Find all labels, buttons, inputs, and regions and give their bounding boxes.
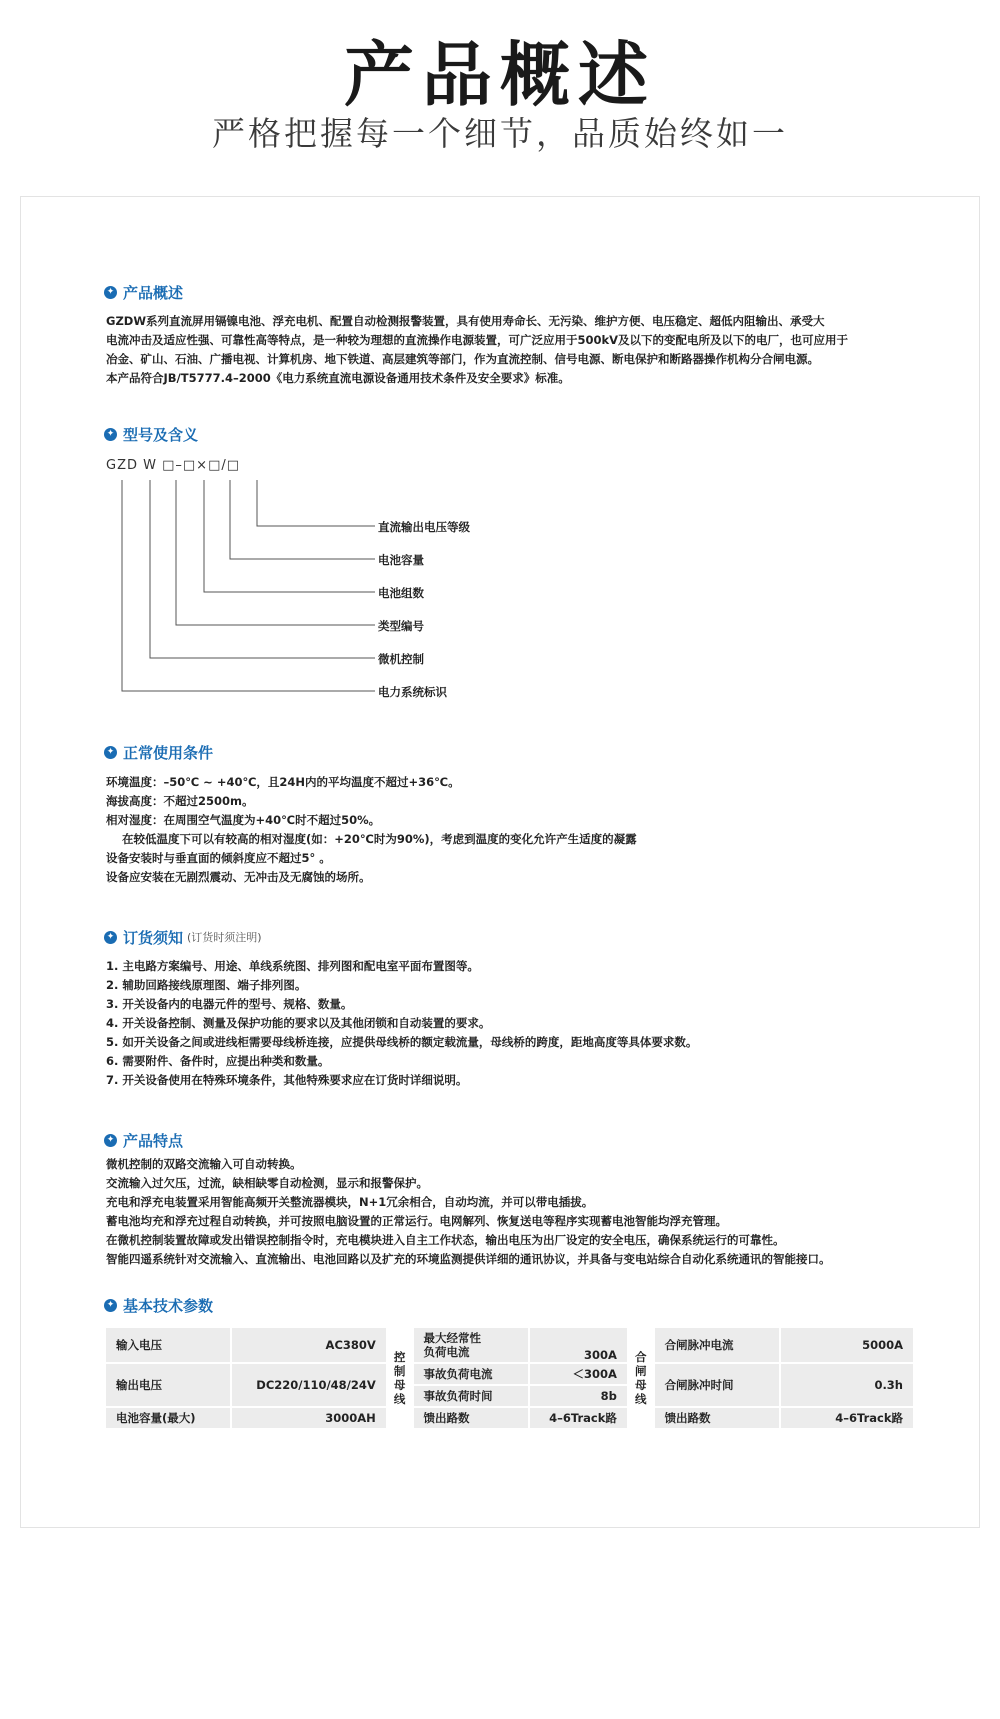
param-label: 输出电压: [105, 1363, 231, 1407]
page-title: 产品概述: [344, 34, 656, 116]
overview-line: 冶金、矿山、石油、广播电视、计算机房、地下铁道、高层建筑等部门，作为直流控制、信号电源、断电保护和断路器操作机构分合闸电源。: [106, 352, 819, 366]
star-icon: ✦: [104, 1299, 117, 1312]
page-subtitle: 严格把握每一个细节，品质始终如一: [212, 114, 788, 153]
features-line: 蓄电池均充和浮充过程自动转换，并可按照电脑设置的正常运行。电网解列、恢复送电等程序实现蓄电池智能均浮充管理。: [106, 1214, 727, 1228]
param-value: 5000A: [780, 1327, 914, 1363]
param-value: 300A: [529, 1327, 628, 1363]
overview-line: 本产品符合JB/T5777.4–2000《电力系统直流电源设备通用技术条件及安全要求》标准。: [106, 371, 570, 385]
param-value: AC380V: [231, 1327, 386, 1363]
param-value: 0.3h: [780, 1363, 914, 1407]
section-title: 产品特点: [123, 1131, 184, 1150]
param-value: 3000AH: [231, 1407, 386, 1429]
legend-label: 直流输出电压等级: [378, 520, 470, 534]
overview-text: [106, 312, 914, 388]
ordering-line: 3. 开关设备内的电器元件的型号、规格、数量。: [106, 997, 353, 1011]
param-value: 8b: [529, 1385, 628, 1407]
overview-line: GZDW系列直流屏用镉镍电池、浮充电机、配置自动检测报警装置，具有使用寿命长、无污染、维护方便、电压稳定、超低内阻输出、承受大: [106, 314, 825, 328]
param-value: 4–6Track路: [529, 1407, 628, 1429]
section-heading-ordering: [104, 925, 262, 949]
model-code: GZD W □–□×□/□: [106, 458, 241, 473]
param-value: DC220/110/48/24V: [231, 1363, 386, 1407]
features-line: 微机控制的双路交流输入可自动转换。: [106, 1157, 302, 1171]
conditions-text: [106, 773, 914, 887]
features-line: 在微机控制装置故障或发出错误控制指令时，充电模块进入自主工作状态，输出电压为出厂设定的安全电压，确保系统运行的可靠性。: [106, 1233, 785, 1247]
overview-line: 电流冲击及适应性强、可靠性高等特点，是一种较为理想的直流操作电源装置，可广泛应用于500kV及以下的变配电所及以下的电厂，也可应用于: [106, 333, 849, 347]
section-heading-overview: [104, 280, 183, 304]
legend-label: 电池容量: [378, 553, 424, 567]
section-heading-model: [104, 422, 198, 446]
features-line: 交流输入过欠压，过流，缺相缺零自动检测，显示和报警保护。: [106, 1176, 428, 1190]
model-legend-diagram: [100, 470, 400, 700]
group-label-control-bus: 控 制 母 线: [387, 1327, 413, 1429]
star-icon: ✦: [104, 1134, 117, 1147]
param-label: 电池容量(最大): [105, 1407, 231, 1429]
conditions-line: 环境温度：–50℃ ~ +40℃，且24H内的平均温度不超过+36℃。: [106, 775, 460, 789]
leader-line: [150, 480, 375, 658]
conditions-line: 设备安装时与垂直面的倾斜度应不超过5° 。: [106, 851, 331, 865]
star-icon: ✦: [104, 746, 117, 759]
group-label-closing-bus: 合 闸 母 线: [628, 1327, 654, 1429]
features-text: [106, 1155, 914, 1269]
section-title: 正常使用条件: [123, 743, 214, 762]
table-row: [105, 1363, 914, 1385]
legend-label: 电池组数: [378, 586, 424, 600]
section-title: 产品概述: [123, 283, 184, 302]
ordering-line: 5. 如开关设备之间或进线柜需要母线桥连接，应提供母线桥的额定载流量，母线桥的跨度，距地高度等具体要求数。: [106, 1035, 698, 1049]
conditions-line: 相对湿度：在周围空气温度为+40℃时不超过50%。: [106, 813, 381, 827]
conditions-line: 海拔高度：不超过2500m。: [106, 794, 254, 808]
conditions-line: 在较低温度下可以有较高的相对湿度(如：+20℃时为90%)，考虑到温度的变化允许产生适度的凝露: [106, 832, 637, 846]
section-title: 型号及含义: [123, 425, 199, 444]
ordering-line: 2. 辅助回路接线原理图、端子排列图。: [106, 978, 307, 992]
ordering-line: 1. 主电路方案编号、用途、单线系统图、排列图和配电室平面布置图等。: [106, 959, 479, 973]
features-line: 充电和浮充电装置采用智能高频开关整流器模块，N+1冗余相合，自动均流，并可以带电插拔。: [106, 1195, 594, 1209]
param-label: 合闸脉冲时间: [654, 1363, 780, 1407]
param-value: ＜300A: [529, 1363, 628, 1385]
star-icon: ✦: [104, 931, 117, 944]
ordering-line: 7. 开关设备使用在特殊环境条件，其他特殊要求应在订货时详细说明。: [106, 1073, 468, 1087]
legend-label: 类型编号: [378, 619, 424, 633]
param-value: 4–6Track路: [780, 1407, 914, 1429]
ordering-text: [106, 957, 914, 1090]
param-label: 事故负荷时间: [413, 1385, 530, 1407]
param-label: 馈出路数: [413, 1407, 530, 1429]
ordering-line: 6. 需要附件、备件时，应提出种类和数量。: [106, 1054, 330, 1068]
leader-line: [176, 480, 375, 625]
section-note: (订货时须注明): [187, 931, 262, 944]
leader-line: [122, 480, 375, 691]
section-heading-features: [104, 1128, 183, 1152]
param-label: 最大经常性 负荷电流: [413, 1327, 530, 1363]
section-title: 基本技术参数: [123, 1296, 214, 1315]
legend-label: 电力系统标识: [378, 685, 447, 699]
param-label: 合闸脉冲电流: [654, 1327, 780, 1363]
param-label: 输入电压: [105, 1327, 231, 1363]
leader-line: [257, 480, 375, 526]
legend-label: 微机控制: [378, 652, 424, 666]
section-heading-conditions: [104, 740, 213, 764]
params-table: [104, 1326, 915, 1430]
conditions-line: 设备应安装在无剧烈震动、无冲击及无腐蚀的场所。: [106, 870, 371, 884]
leader-line: [230, 480, 375, 559]
param-label: 馈出路数: [654, 1407, 780, 1429]
star-icon: ✦: [104, 286, 117, 299]
section-title: 订货须知: [123, 928, 184, 947]
param-label: 事故负荷电流: [413, 1363, 530, 1385]
section-heading-params: [104, 1293, 213, 1317]
ordering-line: 4. 开关设备控制、测量及保护功能的要求以及其他闭锁和自动装置的要求。: [106, 1016, 491, 1030]
star-icon: ✦: [104, 428, 117, 441]
features-line: 智能四遥系统针对交流输入、直流输出、电池回路以及扩充的环境监测提供详细的通讯协议，并具备与变电站综合自动化系统通讯的智能接口。: [106, 1252, 831, 1266]
